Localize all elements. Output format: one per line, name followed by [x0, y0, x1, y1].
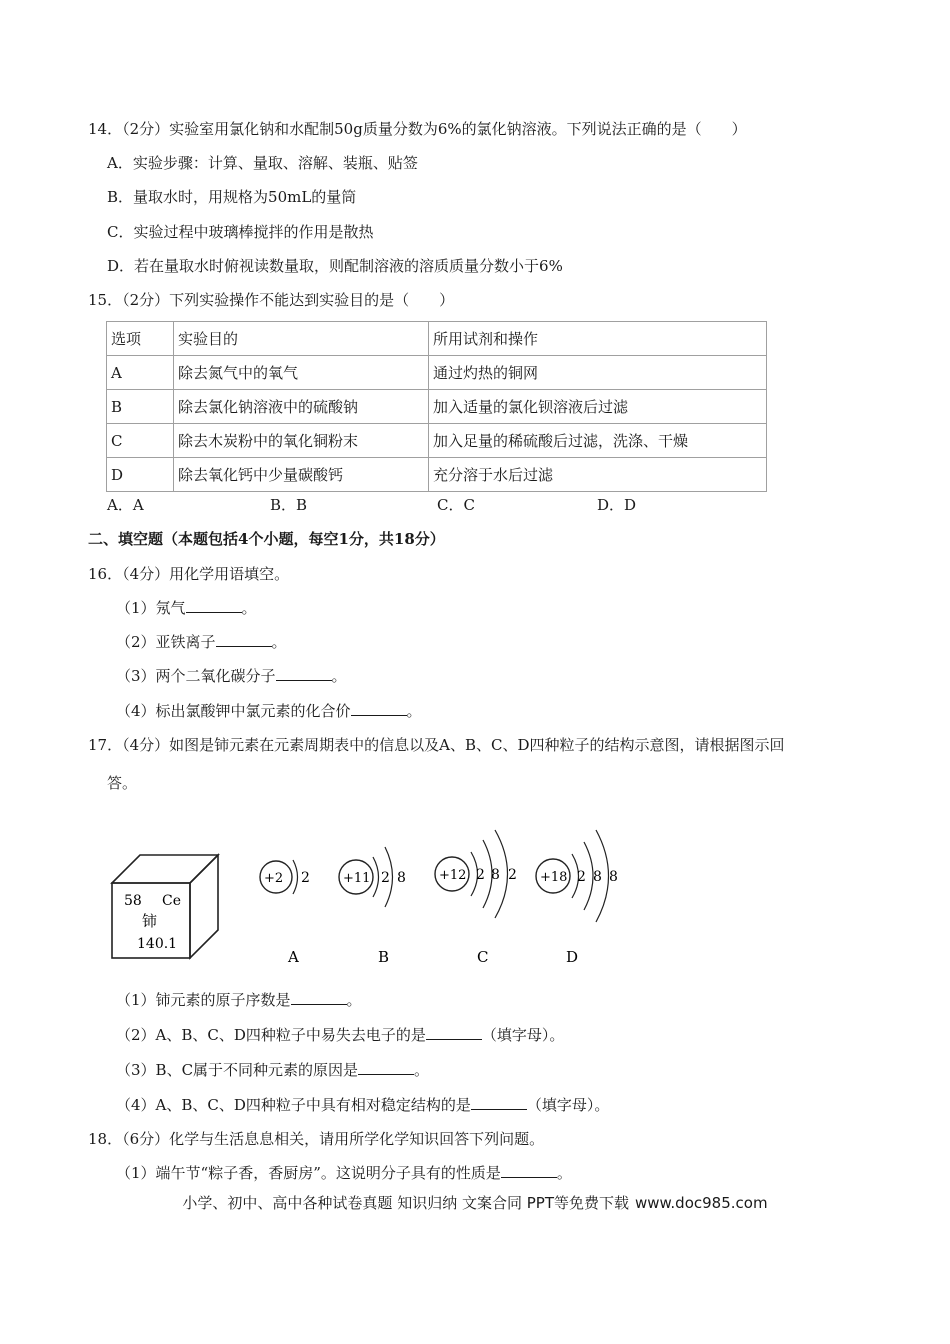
q17-item-text: （3）B、C属于不同种元素的原因是: [116, 1061, 359, 1079]
footer-url[interactable]: www.doc985.com: [634, 1194, 768, 1212]
particle-label: B: [378, 948, 390, 966]
shell-electrons: 2: [476, 867, 485, 883]
q16-item-4: [116, 701, 422, 721]
q18-item-suffix: 。: [556, 1164, 572, 1182]
q18-item-text: （1）端午节“粽子香，香厨房”。这说明分子具有的性质是: [116, 1164, 501, 1182]
table-header-row: [107, 322, 767, 356]
shell-electrons: 2: [577, 869, 586, 885]
table-cell: 除去氯化钠溶液中的硫酸钠: [174, 390, 429, 424]
q17-item-text: （2）A、B、C、D四种粒子中易失去电子的是: [116, 1026, 426, 1044]
table-cell: A: [107, 356, 174, 390]
table-cell: 加入足量的稀硫酸后过滤，洗涤、干燥: [429, 424, 767, 458]
table-cell: 通过灼热的铜网: [429, 356, 767, 390]
table-cell: B: [107, 390, 174, 424]
q16-item-suffix: 。: [406, 702, 422, 720]
table-header-cell: 选项: [107, 322, 174, 356]
electron-shell: [293, 860, 298, 894]
q16-item-text: （3）两个二氧化碳分子: [116, 667, 276, 685]
element-number: 58: [124, 893, 142, 909]
particle-a: [260, 860, 310, 966]
particle-d: [536, 830, 618, 966]
q17-item-2: [116, 1025, 564, 1045]
q16-item-3: [116, 666, 347, 686]
q16-item-suffix: 。: [271, 633, 287, 651]
nucleus-charge: +12: [439, 868, 467, 883]
answer-blank: [216, 632, 272, 647]
q14-option-a: A．实验步骤：计算、量取、溶解、装瓶、贴签: [107, 154, 418, 172]
q15-answer-b: B．B: [270, 496, 308, 514]
shell-electrons: 2: [508, 867, 517, 883]
element-mass: 140.1: [137, 936, 178, 952]
q17-item-1: [116, 990, 362, 1010]
nucleus-charge: +18: [540, 870, 568, 885]
q16-item-suffix: 。: [331, 667, 347, 685]
q16-stem: 16．（4分）用化学用语填空。: [88, 565, 290, 583]
q16-item-text: （1）氖气: [116, 599, 186, 617]
q16-item-suffix: 。: [241, 599, 257, 617]
q17-item-suffix: （填字母）。: [526, 1096, 610, 1114]
particle-b: [339, 847, 406, 966]
electron-shell: [373, 857, 379, 897]
q15-answer-d: D．D: [597, 496, 637, 514]
q14-option-d: D．若在量取水时俯视读数量取，则配制溶液的溶质质量分数小于6%: [107, 257, 563, 275]
table-cell: 除去木炭粉中的氧化铜粉末: [174, 424, 429, 458]
shell-electrons: 8: [397, 870, 406, 886]
table-cell: D: [107, 458, 174, 492]
q18-item-1: [116, 1163, 572, 1183]
element-name: 铈: [142, 912, 158, 930]
section-heading: 二、填空题（本题包括4个小题，每空1分，共18分）: [88, 530, 445, 548]
answer-blank: [358, 1060, 414, 1075]
q16-item-text: （4）标出氯酸钾中氯元素的化合价: [116, 702, 351, 720]
q17-item-suffix: （填字母）。: [481, 1026, 565, 1044]
shell-electrons: 8: [491, 867, 500, 883]
shell-electrons: 2: [301, 870, 310, 886]
q17-item-suffix: 。: [346, 991, 362, 1009]
table-row: [107, 390, 767, 424]
shell-electrons: 2: [381, 870, 390, 886]
table-row: [107, 424, 767, 458]
q15-stem: 15．（2分）下列实验操作不能达到实验目的是（ ）: [88, 291, 455, 309]
answer-blank: [291, 990, 347, 1005]
q16-item-2: [116, 632, 287, 652]
q15-table: [106, 321, 767, 492]
q14-option-c: C．实验过程中玻璃棒搅拌的作用是散热: [107, 223, 374, 241]
answer-blank: [471, 1095, 527, 1110]
answer-blank: [186, 598, 242, 613]
table-cell: C: [107, 424, 174, 458]
table-header-cell: 所用试剂和操作: [429, 322, 767, 356]
q15-answer-a: A．A: [107, 496, 144, 514]
q16-item-text: （2）亚铁离子: [116, 633, 216, 651]
answer-blank: [351, 701, 407, 716]
footer-text: 小学、初中、高中各种试卷真题 知识归纳 文案合同 PPT等免费下载: [182, 1194, 629, 1212]
table-cell: 除去氧化钙中少量碳酸钙: [174, 458, 429, 492]
table-cell: 加入适量的氯化钡溶液后过滤: [429, 390, 767, 424]
nucleus-charge: +2: [264, 871, 284, 886]
answer-blank: [501, 1163, 557, 1178]
particle-label: A: [288, 948, 299, 966]
shell-electrons: 8: [593, 869, 602, 885]
q17-item-suffix: 。: [414, 1061, 430, 1079]
q14-stem: 14．（2分）实验室用氯化钠和水配制50g质量分数为6%的氯化钠溶液。下列说法正确的是（ ）: [88, 120, 747, 138]
particle-label: C: [477, 948, 489, 966]
q18-stem: 18．（6分）化学与生活息息相关，请用所学化学知识回答下列问题。: [88, 1130, 545, 1148]
page-footer: [0, 1192, 950, 1213]
table-row: [107, 458, 767, 492]
particle-c: [435, 830, 517, 966]
q14-option-b: B．量取水时，用规格为50mL的量筒: [107, 188, 357, 206]
particle-label: D: [566, 948, 579, 966]
element-symbol: Ce: [162, 893, 181, 909]
table-cell: 充分溶于水后过滤: [429, 458, 767, 492]
q17-item-3: [116, 1060, 429, 1080]
table-header-cell: 实验目的: [174, 322, 429, 356]
table-row: [107, 356, 767, 390]
table-cell: 除去氮气中的氧气: [174, 356, 429, 390]
q17-item-4: [116, 1095, 609, 1115]
answer-blank: [426, 1025, 482, 1040]
q17-stem-line2: 答。: [107, 774, 138, 792]
shell-electrons: 8: [609, 869, 618, 885]
answer-blank: [276, 666, 332, 681]
q17-item-text: （4）A、B、C、D四种粒子中具有相对稳定结构的是: [116, 1096, 471, 1114]
q17-item-text: （1）铈元素的原子序数是: [116, 991, 291, 1009]
q17-stem-line1: 17．（4分）如图是铈元素在元素周期表中的信息以及A、B、C、D四种粒子的结构示意图，请根据图示回: [88, 736, 785, 754]
q16-item-1: [116, 598, 257, 618]
q15-answer-c: C．C: [437, 496, 475, 514]
q17-figure: [100, 810, 640, 980]
nucleus-charge: +11: [343, 871, 371, 886]
